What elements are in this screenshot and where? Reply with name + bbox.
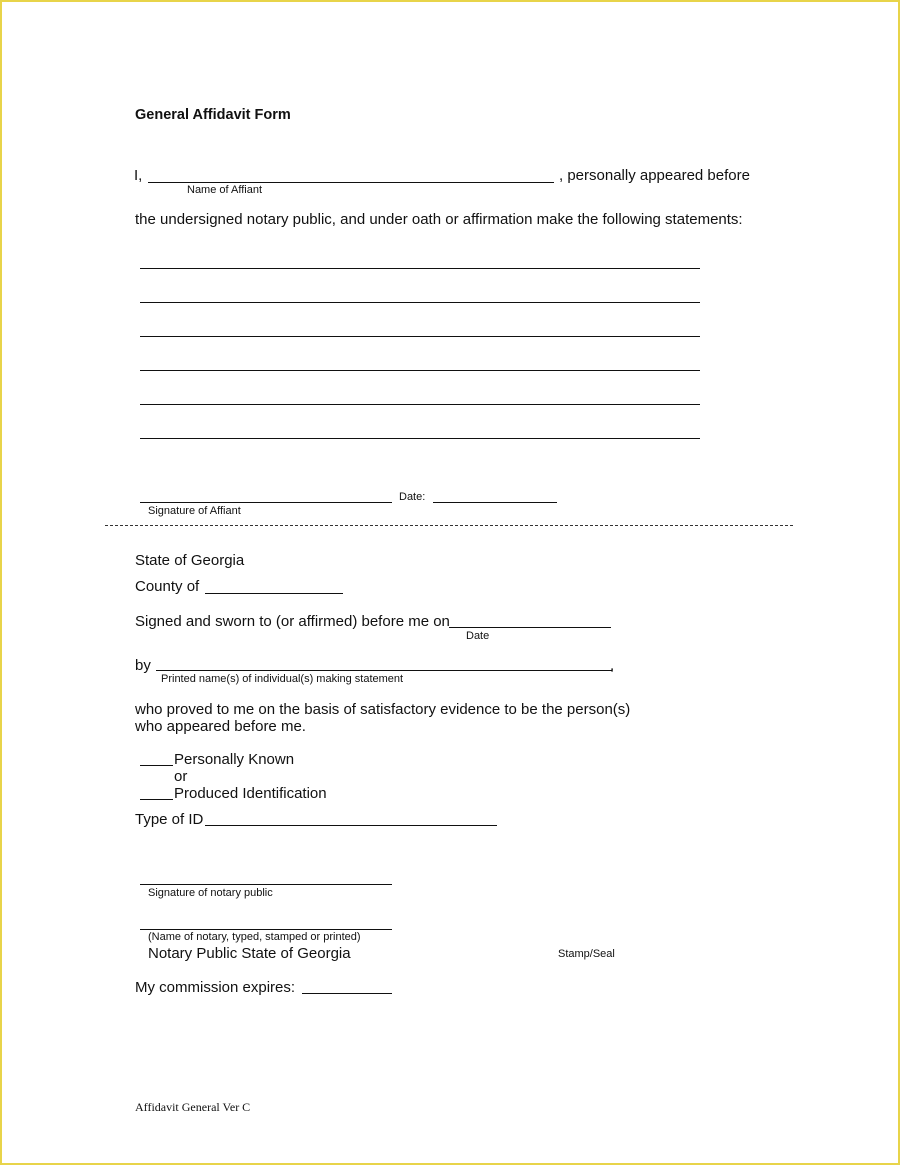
statement-line-3[interactable] [140,336,700,337]
by-comma: , [610,657,615,674]
commission-date-field[interactable] [302,993,392,994]
commission-label: My commission expires: [135,979,296,996]
printed-names-caption: Printed name(s) of individual(s) making statement [161,673,404,685]
produced-id-label: Produced Identification [174,785,327,802]
affiant-signature-field[interactable] [140,502,392,503]
affiant-signature-caption: Signature of Affiant [148,505,241,517]
oath-text: the undersigned notary public, and under oath or affirmation make the following statements: [135,211,743,228]
intro-suffix: , personally appeared before [559,167,750,184]
type-of-id-label: Type of ID [135,811,204,828]
affiant-date-field[interactable] [433,502,557,503]
by-label: by [135,657,151,674]
statement-line-5[interactable] [140,404,700,405]
sworn-date-field[interactable] [449,627,611,628]
county-label: County of [135,578,200,595]
proved-line-2: who appeared before me. [135,718,306,735]
statement-line-2[interactable] [140,302,700,303]
proved-line-1: who proved to me on the basis of satisfactory evidence to be the person(s) [135,701,631,718]
stamp-seal-label: Stamp/Seal [558,948,615,960]
intro-prefix: I, [134,167,143,184]
notary-name-caption: (Name of notary, typed, stamped or printed) [148,931,361,943]
produced-id-checkbox[interactable] [140,799,173,800]
sworn-date-caption: Date [466,630,490,642]
affiant-name-caption: Name of Affiant [187,184,263,196]
statement-line-4[interactable] [140,370,700,371]
date-label: Date: [399,491,426,503]
notary-signature-caption: Signature of notary public [148,887,273,899]
notary-signature-field[interactable] [140,884,392,885]
type-of-id-field[interactable] [205,825,497,826]
footer-version: Affidavit General Ver C [135,1100,251,1114]
or-text: or [174,768,188,785]
statement-line-6[interactable] [140,438,700,439]
state-text: State of Georgia [135,552,245,569]
sworn-text: Signed and sworn to (or affirmed) before me on [135,613,450,630]
section-divider [105,525,793,526]
notary-name-field[interactable] [140,929,392,930]
printed-names-field[interactable] [156,670,612,671]
personally-known-checkbox[interactable] [140,765,173,766]
personally-known-label: Personally Known [174,751,295,768]
notary-public-text: Notary Public State of Georgia [148,945,351,962]
county-field[interactable] [205,593,343,594]
statement-line-1[interactable] [140,268,700,269]
form-title: General Affidavit Form [135,107,291,123]
affiant-name-field[interactable] [148,182,554,183]
